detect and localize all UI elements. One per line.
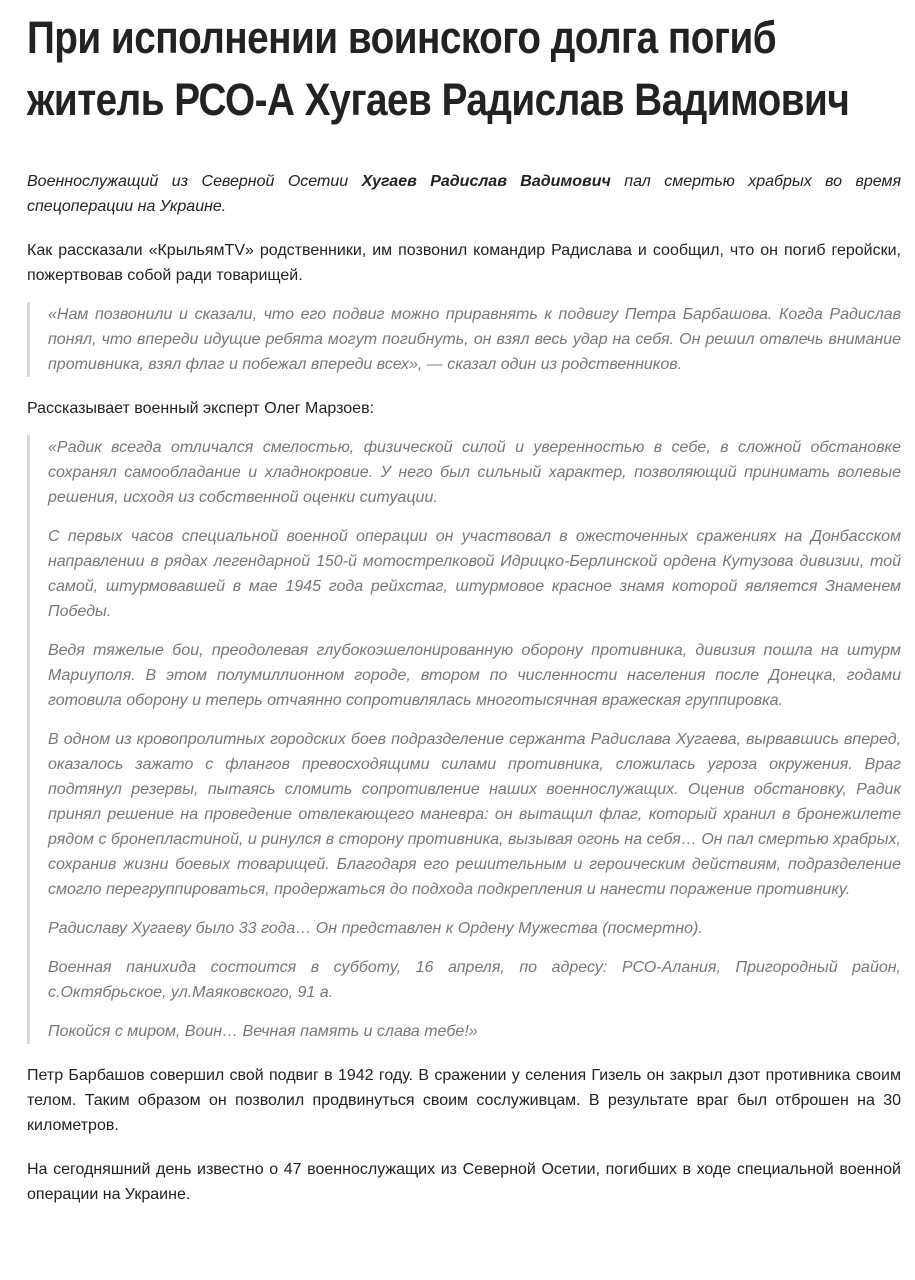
quote-expert-paragraph: Радиславу Хугаеву было 33 года… Он представлен к Ордену Мужества (посмертно). — [48, 920, 703, 937]
paragraph-expert-intro: Рассказывает военный эксперт Олег Марзоев: — [27, 400, 375, 417]
lead-text-before: Военнослужащий из Северной Осетии — [27, 173, 362, 190]
quote-expert-paragraph: Ведя тяжелые бои, преодолевая глубокоэшелонированную оборону противника, дивизия пошла на штурм Мариуполя. В этом полумиллионном городе, втором по численности населения после Донецка, годами готовила оборону и теперь отчаянно сопротивлялась многотысячная вражеская группировка. — [48, 642, 901, 709]
quote-expert-paragraph: Покойся с миром, Воин… Вечная память и слава тебе!» — [48, 1023, 478, 1040]
quote-expert-paragraph: «Радик всегда отличался смелостью, физической силой и уверенностью в себе, в сложной обстановке сохранял самообладание и хладнокровие. У него был сильный характер, позволяющий принимать волевые решения, исходя из собственной оценки ситуации. — [48, 439, 901, 506]
article-lead — [27, 169, 901, 219]
quote-expert-paragraph: С первых часов специальной военной операции он участвовал в ожесточенных сражениях на Донбасском направлении в рядах легендарной 150-й мотострелковой Идрицко-Берлинской ордена Кутузова дивизии, той самой, штурмовавшей в мае 1945 года рейхстаг, штурмовое красное знамя которой является Знаменем Победы. — [48, 528, 901, 620]
quote-relative-text: «Нам позвонили и сказали, что его подвиг можно приравнять к подвигу Петра Барбашова. Когда Радислав понял, что впереди идущие ребята могут погибнуть, он взял весь удар на себя. Он решил отвлечь внимание противника, взял флаг и побежал впереди всех», — сказал один из родственников. — [48, 306, 901, 373]
paragraph-barbashov: Петр Барбашов совершил свой подвиг в 1942 году. В сражении у селения Гизель он закрыл дзот противника своим телом. Таким образом он позволил продвинуться своим сослуживцам. В результате враг был отброшен на 30 километров. — [27, 1067, 901, 1134]
lead-person-name: Хугаев Радислав Вадимович — [361, 173, 611, 190]
quote-expert — [27, 435, 901, 1044]
quote-relative — [27, 302, 901, 377]
article-title: При исполнении воинского долга погиб житель РСО-А Хугаев Радислав Вадимович — [27, 12, 850, 125]
paragraph-relatives: Как рассказали «КрыльямTV» родственники, им позвонил командир Радислава и сообщил, что он погиб геройски, пожертвовав собой ради товарищей. — [27, 242, 901, 284]
paragraph-statistics: На сегодняшний день известно о 47 военнослужащих из Северной Осетии, погибших в ходе специальной военной операции на Украине. — [27, 1161, 901, 1203]
quote-expert-paragraph: Военная панихида состоится в субботу, 16 апреля, по адресу: РСО-Алания, Пригородный район, с.Октябрьское, ул.Маяковского, 91 а. — [48, 959, 901, 1001]
quote-expert-paragraph: В одном из кровопролитных городских боев подразделение сержанта Радислава Хугаева, вырвавшись вперед, оказалось зажато с флангов превосходящими силами противника, сложилась угроза окружения. Враг подтянул резервы, пытаясь сломить сопротивление наших военнослужащих. Оценив обстановку, Радик принял решение на проведение отвлекающего маневра: он вытащил флаг, который хранил в бронежилете рядом с бронепластиной, и ринулся в сторону противника, вызывая огонь на себя… Он пал смертью храбрых, сохранив жизни боевых товарищей. Благодаря его решительным и героическим действиям, подразделение смогло перегруппироваться, продержаться до подхода подкрепления и нанести поражение противнику. — [48, 731, 901, 898]
lead-text-after: пал смертью храбрых во время спецоперации на Украине. — [27, 173, 902, 215]
